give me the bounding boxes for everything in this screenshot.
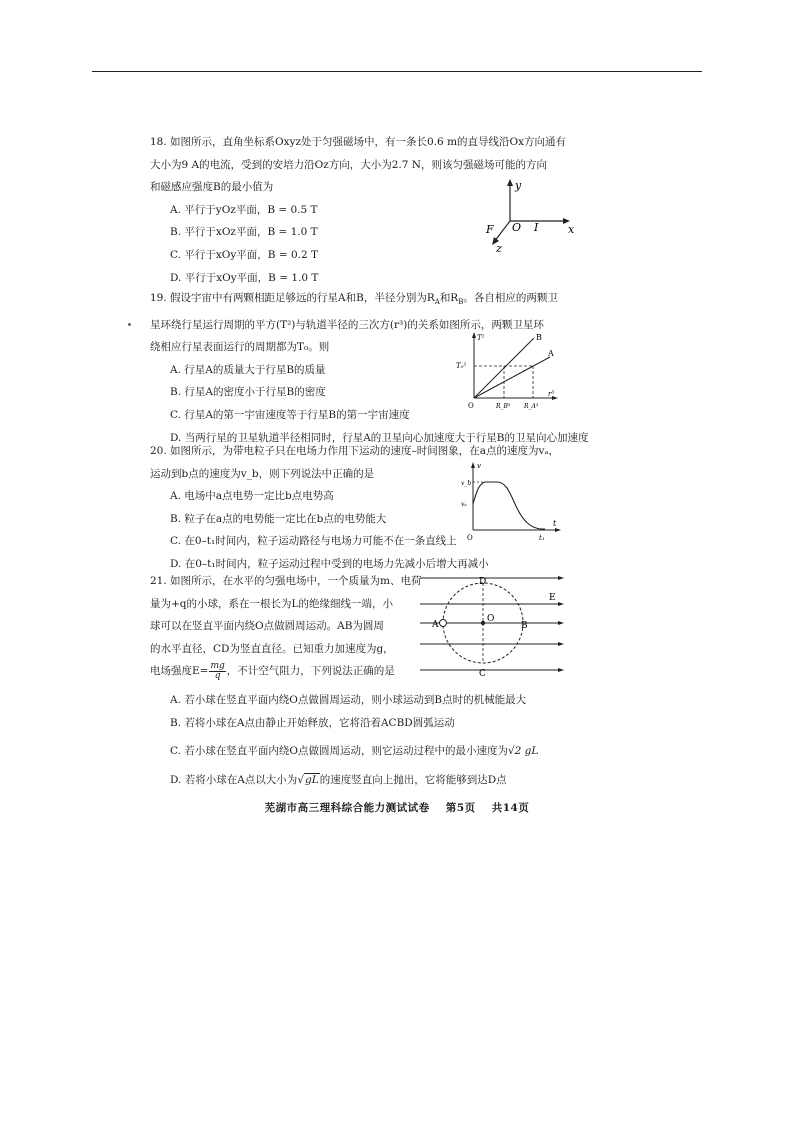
q20-stem-1: 20. 如图所示，为带电粒子只在电场力作用下运动的速度–时间图象，在a点的速度为vₐ， (150, 445, 560, 457)
q21-stem-3: 球可以在竖直平面内绕O点做圆周运动。AB为圆周 (150, 620, 384, 633)
q19-fig-r3: r³ (548, 390, 555, 398)
q20-option-a: A. 电场中a点电势一定比b点电势高 (170, 490, 334, 503)
q19-option-a: A. 行星A的质量大于行星B的质量 (170, 363, 326, 376)
q20-fig-v: v (477, 462, 481, 470)
q21-option-d: D. 若将小球在A点以大小为√gL的速度竖直向上抛出，它将能够到达D点 (170, 773, 507, 786)
q21-option-c: C. 若小球在竖直平面内绕O点做圆周运动，则它运动过程中的最小速度为√2 gL (170, 745, 539, 758)
scan-mark (128, 323, 131, 326)
q18-option-d: D. 平行于xOy平面，B = 1.0 T (170, 271, 319, 284)
q19-fig-t2: T² (477, 334, 485, 342)
q18-fig-o: O (512, 221, 522, 234)
q21-stem-5: 电场强度E= $\frac{mg}{q}$ ，不计空气阻力，下列说法正确的是 (150, 660, 395, 681)
header-rule (92, 71, 702, 72)
q19-stem-1: 19. 假设宇宙中有两颗相距足够远的行星A和B，半径分别为$R_A$和$R_B$。各自相应的两颗卫 (150, 292, 558, 307)
q21-fig-b: B (521, 621, 528, 631)
q19-fig-a: A (548, 349, 554, 358)
footer-total: 共14页 (491, 802, 530, 814)
q20-vt-graph (455, 460, 565, 542)
q19-stem-2: 星环绕行星运行周期的平方(T²)与轨道半径的三次方(r³)的关系如图所示，两颗卫星环 (150, 318, 544, 331)
q19-sub-a: A (434, 298, 440, 307)
q18-stem-2: 大小为9 A的电流，受到的安培力沿Oz方向，大小为2.7 N，则该匀强磁场可能的方向 (150, 158, 547, 171)
q21-option-d-sqrt: gL (305, 773, 319, 786)
q18-fig-x: x (568, 223, 575, 236)
q20-option-b: B. 粒子在a点的电势能一定比在b点的电势能大 (170, 512, 387, 525)
q21-stem-4: 的水平直径，CD为竖直直径。已知重力加速度为g， (150, 642, 394, 655)
q18-option-c: C. 平行于xOy平面，B = 0.2 T (170, 248, 319, 261)
q18-fig-i: I (534, 221, 539, 234)
q21-option-c-sqrt: √2 gL (507, 745, 539, 758)
q21-fig-o: O (487, 614, 495, 624)
q21-option-b: B. 若将小球在A点由静止开始释放，它将沿着ACBD圆弧运动 (170, 716, 455, 729)
q21-stem-1: 21. 如图所示，在水平的匀强电场中，一个质量为m、电荷 (150, 575, 422, 587)
q21-field-fraction: $\frac{mg}{q}$ (210, 660, 225, 681)
q20-stem-2: 运动到b点的速度为v_b，则下列说法中正确的是 (150, 467, 375, 480)
q19-fig-rb: R_B³ (496, 403, 511, 410)
q20-fig-vb: v_b (461, 480, 472, 487)
q20-option-d: D. 在0–t₁时间内，粒子运动过程中受到的电场力先减小后增大再减小 (170, 557, 489, 570)
footer-page: 第5页 (445, 802, 476, 814)
q19-fig-o: O (468, 402, 474, 410)
q18-option-a: A. 平行于yOz平面，B = 0.5 T (170, 203, 318, 216)
q19-stem-3: 绕相应行星表面运行的周期都为T₀。则 (150, 341, 330, 354)
q19-option-d: D. 当两行星的卫星轨道半径相同时，行星A的卫星向心加速度大于行星B的卫星向心加速度 (170, 431, 589, 444)
q20-fig-t1: t₁ (539, 534, 545, 542)
q18-fig-f: F (486, 223, 494, 236)
page-footer (0, 800, 794, 815)
q20-fig-va: vₐ (461, 501, 467, 508)
q18-coordinate-figure (480, 176, 580, 256)
q18-fig-y: y (515, 179, 522, 192)
q21-fig-d: D (479, 577, 487, 587)
q18-stem-1: 18. 如图所示，直角坐标系Oxyz处于匀强磁场中，有一条长0.6 m的直导线沿Ox方向通有 (150, 136, 567, 148)
q18-option-b: B. 平行于xOz平面，B = 1.0 T (170, 226, 318, 239)
q19-fig-b: B (536, 333, 542, 342)
q18-stem-3: 和磁感应强度B的最小值为 (150, 181, 274, 194)
q21-stem-2: 量为+q的小球，系在一根长为L的绝缘细线一端，小 (150, 597, 393, 610)
q21-fig-a: A (432, 620, 439, 630)
q19-option-c: C. 行星A的第一宇宙速度等于行星B的第一宇宙速度 (170, 409, 410, 422)
q19-fig-ra: R_A³ (524, 403, 539, 410)
q18-fig-z: z (496, 242, 502, 255)
q20-option-c: C. 在0–t₁时间内，粒子运动路径与电场力可能不在一条直线上 (170, 535, 457, 548)
q21-fig-c: C (479, 669, 486, 678)
q19-option-b: B. 行星A的密度小于行星B的密度 (170, 386, 326, 399)
q19-fig-t0: T₀² (456, 362, 467, 370)
q19-sub-b: B (458, 298, 464, 307)
q21-option-a: A. 若小球在竖直平面内绕O点做圆周运动，则小球运动到B点时的机械能最大 (170, 693, 527, 706)
q20-fig-t: t (553, 519, 557, 528)
q19-period-figure (452, 330, 562, 410)
q20-fig-o: O (467, 534, 473, 542)
q21-field-figure (418, 570, 568, 678)
q21-fig-e: E (549, 593, 556, 603)
footer-title: 芜湖市高三理科综合能力测试试卷 (264, 802, 430, 814)
